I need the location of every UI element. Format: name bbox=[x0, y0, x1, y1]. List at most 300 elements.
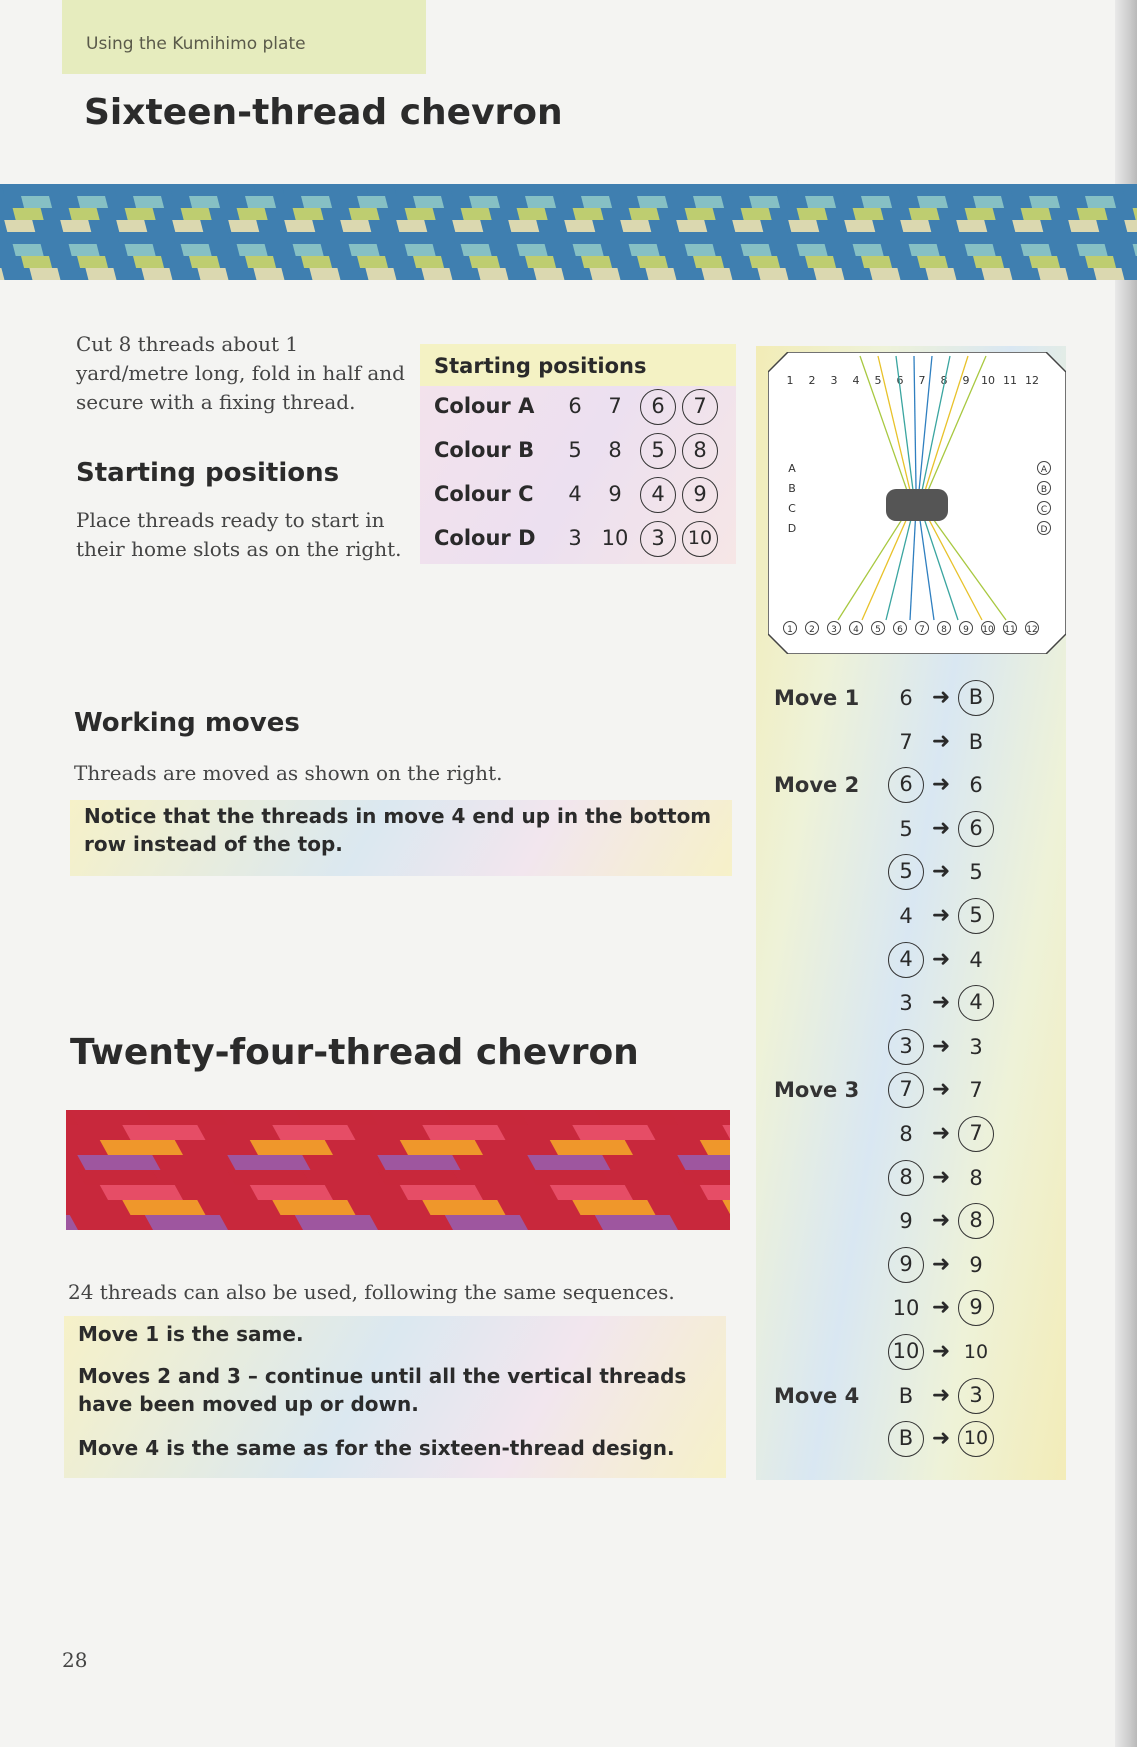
band-stripe bbox=[77, 1170, 160, 1185]
band-stripe bbox=[284, 220, 315, 232]
band-stripe bbox=[396, 232, 427, 244]
band-stripe bbox=[805, 256, 836, 268]
band-stripe bbox=[732, 220, 763, 232]
move-arrow-icon: ➜ bbox=[931, 990, 951, 1016]
move-from: 9 bbox=[888, 1247, 924, 1283]
band-stripe bbox=[477, 268, 508, 280]
band-stripe bbox=[917, 256, 948, 268]
band-stripe bbox=[85, 184, 116, 196]
move-from: 8 bbox=[899, 1122, 913, 1146]
band-stripe bbox=[60, 220, 91, 232]
band-stripe bbox=[469, 256, 500, 268]
band-stripe bbox=[1029, 256, 1060, 268]
band-stripe bbox=[29, 268, 60, 280]
plate-right-letter: B bbox=[1040, 485, 1048, 495]
band-stripe bbox=[100, 1185, 183, 1200]
circled-slot: 10 bbox=[682, 521, 718, 557]
band-stripe bbox=[461, 208, 492, 220]
band-stripe bbox=[228, 232, 259, 244]
band-stripe bbox=[844, 220, 875, 232]
band-stripe bbox=[477, 184, 508, 196]
band-stripe bbox=[250, 1185, 333, 1200]
band-stripe bbox=[253, 268, 284, 280]
band-stripe bbox=[4, 232, 35, 244]
band-stripe bbox=[125, 208, 156, 220]
band-stripe bbox=[413, 256, 444, 268]
band-stripe bbox=[245, 256, 276, 268]
starting-positions-text: Place threads ready to start in their home slots as on the right. bbox=[76, 508, 402, 561]
band-stripe bbox=[685, 208, 716, 220]
band-stripe bbox=[861, 256, 892, 268]
band-stripe bbox=[60, 232, 91, 244]
plate-centre-hole bbox=[886, 489, 948, 521]
band-stripe bbox=[757, 268, 788, 280]
band-stripe bbox=[227, 1170, 310, 1185]
band-stripe bbox=[122, 1125, 205, 1140]
band-stripe bbox=[805, 196, 836, 208]
start-slot: 10 bbox=[601, 526, 629, 550]
band-stripe bbox=[237, 208, 268, 220]
notice-box bbox=[70, 800, 732, 876]
move-arrow-icon: ➜ bbox=[931, 815, 951, 841]
band-stripe bbox=[189, 256, 220, 268]
band-stripe bbox=[295, 1215, 378, 1230]
note-move1: Move 1 is the same. bbox=[78, 1322, 304, 1346]
twentyfour-thread-band-image bbox=[66, 1110, 730, 1230]
band-stripe bbox=[797, 244, 828, 256]
move-to: 9 bbox=[958, 1290, 994, 1326]
move-from: B bbox=[888, 1421, 924, 1457]
move-to: 3 bbox=[969, 1034, 983, 1059]
move-label: Move 2 bbox=[774, 773, 860, 798]
plate-top-number: 7 bbox=[918, 374, 926, 387]
move-from: 7 bbox=[899, 729, 913, 754]
plate-left-letter: C bbox=[788, 502, 796, 515]
band-stripe bbox=[508, 232, 539, 244]
move-from: 7 bbox=[888, 1072, 924, 1108]
move-arrow-icon: ➜ bbox=[931, 1164, 951, 1190]
starting-positions-table bbox=[420, 344, 736, 564]
start-slot: 9 bbox=[608, 482, 622, 506]
band-stripe bbox=[581, 196, 612, 208]
circled-slot: 3 bbox=[640, 521, 676, 557]
start-slot: 8 bbox=[608, 438, 622, 462]
plate-top-number: 10 bbox=[981, 374, 995, 387]
move-from: 3 bbox=[888, 1029, 924, 1065]
band-stripe bbox=[189, 196, 220, 208]
band-stripe bbox=[421, 268, 452, 280]
starting-positions-table-body bbox=[420, 386, 736, 564]
band-stripe bbox=[869, 184, 900, 196]
band-stripe bbox=[1077, 208, 1108, 220]
start-slot: 6 bbox=[568, 394, 582, 418]
sixteen-intro-text: Cut 8 threads about 1 yard/metre long, fold in half and secure with a fixing thread. bbox=[76, 332, 405, 414]
section-tab-label: Using the Kumihimo plate bbox=[86, 34, 306, 54]
band-stripe bbox=[564, 220, 595, 232]
move-from: 5 bbox=[899, 816, 913, 841]
band-stripe bbox=[422, 1200, 505, 1215]
band-stripe bbox=[645, 184, 676, 196]
notice-text: Notice that the threads in move 4 end up in the bottom row instead of the top. bbox=[84, 804, 712, 856]
band-stripe bbox=[741, 244, 772, 256]
band-stripe bbox=[637, 256, 668, 268]
starting-positions-table-heading: Starting positions bbox=[420, 344, 736, 386]
band-stripe bbox=[122, 1200, 205, 1215]
band-stripe bbox=[21, 196, 52, 208]
band-stripe bbox=[309, 268, 340, 280]
band-stripe bbox=[527, 1170, 610, 1185]
move-to: B bbox=[968, 729, 984, 754]
band-stripe bbox=[981, 268, 1012, 280]
plate-bottom-number: 8 bbox=[941, 625, 947, 635]
move-to: B bbox=[958, 680, 994, 716]
band-stripe bbox=[85, 268, 116, 280]
move-from: 4 bbox=[899, 904, 913, 928]
band-stripe bbox=[77, 1155, 160, 1170]
band-stripe bbox=[973, 256, 1004, 268]
band-stripe bbox=[749, 196, 780, 208]
band-stripe bbox=[533, 184, 564, 196]
band-stripe bbox=[1085, 196, 1116, 208]
move-to: 7 bbox=[969, 1078, 983, 1103]
move-to: 8 bbox=[958, 1203, 994, 1239]
band-stripe bbox=[172, 220, 203, 232]
band-stripe bbox=[377, 1155, 460, 1170]
band-stripe bbox=[445, 1110, 528, 1125]
plate-top-number: 2 bbox=[808, 374, 816, 387]
band-stripe bbox=[517, 208, 548, 220]
band-stripe bbox=[595, 1110, 678, 1125]
move-arrow-icon: ➜ bbox=[931, 685, 951, 710]
band-stripe bbox=[469, 196, 500, 208]
band-stripe bbox=[1068, 232, 1099, 244]
colour-row bbox=[420, 386, 736, 430]
move-to: 3 bbox=[958, 1378, 994, 1414]
band-stripe bbox=[595, 1215, 678, 1230]
band-stripe bbox=[508, 220, 539, 232]
band-stripe bbox=[29, 184, 60, 196]
band-stripe bbox=[293, 244, 324, 256]
band-stripe bbox=[145, 1110, 228, 1125]
band-stripe bbox=[1012, 232, 1043, 244]
band-stripe bbox=[685, 244, 716, 256]
note-moves2-3: Moves 2 and 3 – continue until all the vertical threads have been moved up or down. bbox=[78, 1364, 687, 1416]
start-slot: 4 bbox=[568, 482, 582, 506]
band-stripe bbox=[181, 244, 212, 256]
plate-bottom-number: 12 bbox=[1026, 625, 1038, 635]
band-stripe bbox=[517, 244, 548, 256]
working-moves-text: Threads are moved as shown on the right. bbox=[74, 761, 503, 785]
move-to: 4 bbox=[969, 947, 983, 972]
band-stripe bbox=[77, 196, 108, 208]
band-stripe bbox=[525, 256, 556, 268]
band-stripe bbox=[13, 208, 44, 220]
move-to: 5 bbox=[969, 860, 983, 885]
twentyfour-notes-box bbox=[64, 1316, 726, 1478]
band-stripe bbox=[813, 184, 844, 196]
plate-top-number: 1 bbox=[786, 374, 794, 387]
colour-label: Colour B bbox=[434, 438, 535, 462]
move-arrow-icon: ➜ bbox=[931, 1382, 951, 1408]
band-stripe bbox=[250, 1140, 333, 1155]
band-stripe bbox=[676, 232, 707, 244]
band-stripe bbox=[572, 1125, 655, 1140]
band-stripe bbox=[956, 232, 987, 244]
start-slot: 5 bbox=[568, 438, 582, 462]
band-stripe bbox=[869, 268, 900, 280]
band-stripe bbox=[844, 232, 875, 244]
band-stripe bbox=[301, 196, 332, 208]
band-stripe bbox=[589, 184, 620, 196]
section-tab bbox=[62, 0, 426, 74]
move-to: 7 bbox=[958, 1116, 994, 1152]
band-stripe bbox=[197, 268, 228, 280]
band-stripe bbox=[133, 256, 164, 268]
band-stripe bbox=[629, 244, 660, 256]
band-stripe bbox=[357, 256, 388, 268]
move-to: 8 bbox=[969, 1165, 983, 1190]
colour-row bbox=[420, 518, 736, 562]
band-stripe bbox=[965, 208, 996, 220]
band-stripe bbox=[125, 244, 156, 256]
band-stripe bbox=[245, 196, 276, 208]
band-stripe bbox=[732, 232, 763, 244]
band-stripe bbox=[13, 244, 44, 256]
colour-row bbox=[420, 474, 736, 518]
plate-top-number: 4 bbox=[852, 374, 860, 387]
move-arrow-icon: ➜ bbox=[931, 1251, 951, 1277]
plate-right-letter: D bbox=[1040, 525, 1048, 535]
colour-row bbox=[420, 430, 736, 474]
band-stripe bbox=[405, 208, 436, 220]
band-stripe bbox=[1021, 244, 1052, 256]
move-arrow-icon: ➜ bbox=[931, 772, 951, 798]
move-arrow-icon: ➜ bbox=[931, 1033, 951, 1059]
band-stripe bbox=[741, 208, 772, 220]
band-stripe bbox=[1012, 220, 1043, 232]
band-stripe bbox=[1085, 256, 1116, 268]
band-stripe bbox=[701, 268, 732, 280]
band-stripe bbox=[573, 244, 604, 256]
plate-bottom-number: 10 bbox=[982, 625, 994, 635]
band-stripe bbox=[637, 196, 668, 208]
plate-bottom-number: 3 bbox=[831, 625, 837, 635]
band-stripe bbox=[365, 184, 396, 196]
moves-list bbox=[756, 680, 1066, 1470]
band-stripe bbox=[861, 196, 892, 208]
move-to: 5 bbox=[958, 898, 994, 934]
band-stripe bbox=[813, 268, 844, 280]
band-stripe bbox=[69, 208, 100, 220]
circled-slot: 7 bbox=[682, 389, 718, 425]
band-stripe bbox=[422, 1125, 505, 1140]
move-from: 8 bbox=[888, 1160, 924, 1196]
plate-right-letter: A bbox=[1040, 465, 1048, 475]
band-stripe bbox=[349, 208, 380, 220]
plate-left-letter: D bbox=[787, 522, 797, 535]
band-stripe bbox=[340, 220, 371, 232]
band-stripe bbox=[421, 184, 452, 196]
band-stripe bbox=[620, 232, 651, 244]
band-stripe bbox=[309, 184, 340, 196]
band-stripe bbox=[4, 220, 35, 232]
move-from: B bbox=[898, 1383, 914, 1408]
band-stripe bbox=[1021, 208, 1052, 220]
band-stripe bbox=[701, 184, 732, 196]
circled-slot: 8 bbox=[682, 433, 718, 469]
band-stripe bbox=[620, 220, 651, 232]
band-stripe bbox=[527, 1155, 610, 1170]
band-stripe bbox=[956, 220, 987, 232]
band-stripe bbox=[133, 196, 164, 208]
band-stripe bbox=[973, 196, 1004, 208]
band-stripe bbox=[797, 208, 828, 220]
plate-bottom-number: 2 bbox=[809, 625, 815, 635]
plate-right-letter: C bbox=[1040, 505, 1048, 515]
band-stripe bbox=[693, 196, 724, 208]
band-stripe bbox=[141, 268, 172, 280]
band-stripe bbox=[400, 1185, 483, 1200]
move-from: 6 bbox=[888, 767, 924, 803]
band-stripe bbox=[909, 244, 940, 256]
band-stripe bbox=[461, 244, 492, 256]
band-stripe bbox=[253, 184, 284, 196]
move-arrow-icon: ➜ bbox=[931, 903, 951, 928]
plate-top-number: 3 bbox=[830, 374, 838, 387]
band-stripe bbox=[295, 1110, 378, 1125]
band-stripe bbox=[581, 256, 612, 268]
band-stripe bbox=[21, 256, 52, 268]
move-label: Move 4 bbox=[774, 1383, 860, 1408]
band-stripe bbox=[693, 256, 724, 268]
page-number: 28 bbox=[62, 1648, 88, 1672]
start-slot: 3 bbox=[568, 526, 582, 550]
start-slot: 7 bbox=[608, 394, 622, 418]
starting-positions-heading: Starting positions bbox=[76, 458, 340, 488]
band-stripe bbox=[445, 1215, 528, 1230]
kumihimo-plate-diagram bbox=[768, 352, 1066, 654]
move-arrow-icon: ➜ bbox=[931, 859, 951, 885]
twentyfour-intro-text: 24 threads can also be used, following the same sequences. bbox=[68, 1280, 675, 1304]
band-stripe bbox=[396, 220, 427, 232]
move-to: 4 bbox=[958, 985, 994, 1021]
band-stripe bbox=[550, 1140, 633, 1155]
band-stripe bbox=[629, 208, 660, 220]
move-to: 10 bbox=[958, 1421, 994, 1457]
plate-bottom-number: 1 bbox=[787, 625, 793, 635]
note-move4: Move 4 is the same as for the sixteen-thread design. bbox=[78, 1436, 675, 1460]
band-stripe bbox=[172, 232, 203, 244]
plate-bottom-number: 9 bbox=[963, 625, 969, 635]
move-to: 9 bbox=[969, 1252, 983, 1277]
move-from: 3 bbox=[899, 991, 913, 1016]
band-stripe bbox=[227, 1155, 310, 1170]
band-stripe bbox=[284, 232, 315, 244]
circled-slot: 4 bbox=[640, 477, 676, 513]
move-arrow-icon: ➜ bbox=[931, 946, 951, 972]
band-stripe bbox=[981, 184, 1012, 196]
colour-label: Colour C bbox=[434, 482, 534, 506]
move-arrow-icon: ➜ bbox=[931, 1426, 951, 1452]
band-stripe bbox=[788, 220, 819, 232]
band-stripe bbox=[1068, 220, 1099, 232]
band-stripe bbox=[181, 208, 212, 220]
band-stripe bbox=[77, 256, 108, 268]
move-label: Move 3 bbox=[774, 1078, 860, 1103]
band-stripe bbox=[452, 232, 483, 244]
band-stripe bbox=[572, 1200, 655, 1215]
plate-top-number: 12 bbox=[1025, 374, 1039, 387]
twentyfour-thread-title: Twenty-four-thread chevron bbox=[70, 1032, 639, 1073]
band-stripe bbox=[573, 208, 604, 220]
plate-top-number: 8 bbox=[940, 374, 948, 387]
band-stripe bbox=[1093, 184, 1124, 196]
move-arrow-icon: ➜ bbox=[931, 1077, 951, 1103]
move-from: 10 bbox=[892, 1296, 920, 1321]
move-from: 6 bbox=[899, 686, 913, 710]
move-from: 9 bbox=[899, 1209, 913, 1234]
band-stripe bbox=[1029, 196, 1060, 208]
band-stripe bbox=[357, 196, 388, 208]
band-stripe bbox=[853, 208, 884, 220]
band-stripe bbox=[228, 220, 259, 232]
move-arrow-icon: ➜ bbox=[931, 1121, 951, 1146]
band-stripe bbox=[677, 1170, 730, 1185]
band-stripe bbox=[788, 232, 819, 244]
band-stripe bbox=[145, 1215, 228, 1230]
band-stripe bbox=[589, 268, 620, 280]
band-stripe bbox=[757, 184, 788, 196]
band-stripe bbox=[272, 1125, 355, 1140]
band-stripe bbox=[69, 244, 100, 256]
band-stripe bbox=[116, 220, 147, 232]
band-stripe bbox=[116, 232, 147, 244]
band-stripe bbox=[400, 1140, 483, 1155]
circled-slot: 5 bbox=[640, 433, 676, 469]
band-stripe bbox=[1093, 268, 1124, 280]
band-stripe bbox=[917, 196, 948, 208]
band-stripe bbox=[349, 244, 380, 256]
band-stripe bbox=[1077, 244, 1108, 256]
sixteen-thread-title: Sixteen-thread chevron bbox=[84, 92, 563, 133]
band-stripe bbox=[377, 1170, 460, 1185]
band-stripe bbox=[925, 184, 956, 196]
band-stripe bbox=[405, 244, 436, 256]
working-moves-heading: Working moves bbox=[74, 708, 300, 738]
band-stripe bbox=[749, 256, 780, 268]
plate-top-number: 9 bbox=[962, 374, 970, 387]
band-stripe bbox=[550, 1185, 633, 1200]
plate-top-number: 6 bbox=[896, 374, 904, 387]
colour-label: Colour D bbox=[434, 526, 536, 550]
band-stripe bbox=[413, 196, 444, 208]
plate-left-letter: A bbox=[788, 462, 796, 475]
band-stripe bbox=[141, 184, 172, 196]
band-stripe bbox=[340, 232, 371, 244]
move-from: 5 bbox=[888, 854, 924, 890]
move-arrow-icon: ➜ bbox=[931, 1208, 951, 1234]
move-to: 10 bbox=[963, 1341, 989, 1363]
move-arrow-icon: ➜ bbox=[931, 1339, 951, 1364]
band-stripe bbox=[293, 208, 324, 220]
plate-bottom-number: 5 bbox=[875, 625, 881, 635]
circled-slot: 9 bbox=[682, 477, 718, 513]
plate-bottom-number: 6 bbox=[897, 625, 903, 635]
band-stripe bbox=[197, 184, 228, 196]
band-stripe bbox=[1037, 184, 1068, 196]
plate-left-letter: B bbox=[788, 482, 796, 495]
band-stripe bbox=[900, 220, 931, 232]
